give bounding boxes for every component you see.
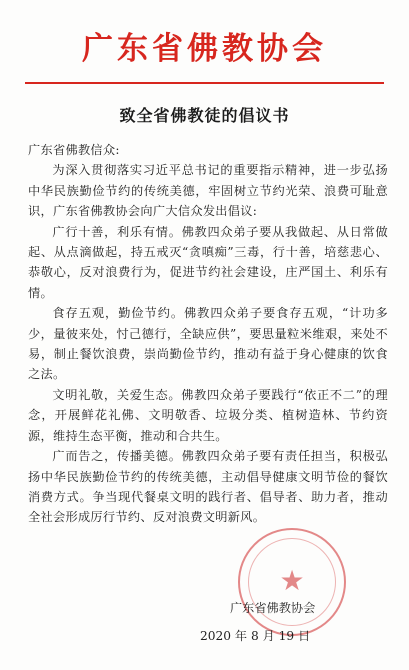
seal-star-icon: ★: [279, 564, 305, 597]
signature-organization: 广东省佛教协会: [230, 601, 316, 615]
letterhead-rule: [25, 82, 384, 84]
paragraph-ten-virtues: 广行十善，利乐有情。佛教四众弟子要从我做起、从日常做起、从点滴做起，持五戒灭“贪嗔痴”三毒，行十善，培慈悲心、恭敬心，反对浪费行为，促进节约社会建设，庄严国土、利乐有情。: [28, 224, 388, 300]
salutation: 广东省佛教信众:: [28, 143, 120, 157]
letterhead-organization: 广东省佛教协会: [82, 31, 327, 67]
official-seal-icon: [238, 528, 346, 636]
document-body: [28, 140, 388, 528]
paragraph-intro: 为深入贯彻落实习近平总书记的重要指示精神，进一步弘扬中华民族勤俭节约的传统美德，牢固树立节约光荣、浪费可耻意识，广东省佛教协会向广大信众发出倡议:: [28, 163, 388, 219]
document-date: 2020 年 8 月 19 日: [200, 629, 311, 643]
paragraph-ecology: 文明礼敬，关爱生态。佛教四众弟子要践行“依正不二”的理念，开展鲜花礼佛、文明敬香、垃圾分类、植树造林、节约资源，维持生态平衡，推动和合共生。: [28, 387, 388, 443]
paragraph-frugality: 食存五观，勤俭节约。佛教四众弟子要食存五观，“计功多少，量彼来处，忖己德行，全缺应供”，要思量粒米维艰，来处不易，制止餐饮浪费，崇尚勤俭节约，推动有益于身心健康的饮食之法。: [28, 306, 388, 382]
paragraph-spread-virtue: 广而告之，传播美德。佛教四众弟子要有责任担当，积极弘扬中华民族勤俭节约的传统美德，主动倡导健康文明节俭的餐饮消费方式。争当现代餐桌文明的践行者、倡导者、助力者，推动全社会形成厉行节约、反对浪费文明新风。: [28, 449, 388, 525]
document-title: 致全省佛教徒的倡议书: [119, 106, 290, 125]
